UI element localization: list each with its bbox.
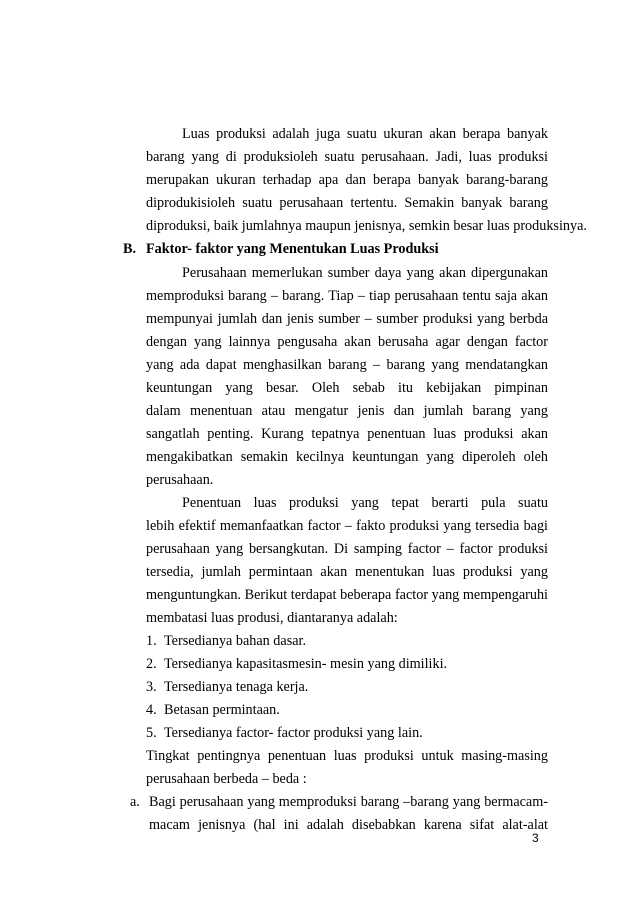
text-line: tersedia, jumlah permintaan akan menentukan luas produksi yang <box>146 564 548 580</box>
list-text: Tersedianya kapasitasmesin- mesin yang dimiliki. <box>164 656 448 672</box>
text-line: keuntungan yang besar. Oleh sebab itu kebijakan pimpinan <box>146 380 548 396</box>
list-text: Tersedianya factor- factor produksi yang lain. <box>164 725 423 741</box>
text-line: Tingkat pentingnya penentuan luas produksi untuk masing-masing <box>146 748 548 764</box>
text-line: menguntungkan. Berikut terdapat beberapa factor yang mempengaruhi <box>146 587 548 603</box>
text-line: yang ada dapat menghasilkan barang – barang yang mendatangkan <box>146 357 548 373</box>
text-line: lebih efektif memanfaatkan factor – fakto produksi yang tersedia bagi <box>146 518 548 534</box>
text-line: perusahaan berbeda – beda : <box>146 771 307 787</box>
text-line: sangatlah penting. Kurang tepatnya penentuan luas produksi akan <box>146 426 548 442</box>
list-text: Betasan permintaan. <box>164 702 280 718</box>
text-line: macam jenisnya (hal ini adalah disebabkan karena sifat alat-alat <box>149 817 548 833</box>
text-line: diprodukisioleh suatu perusahaan tertentu. Semakin banyak barang <box>146 195 548 211</box>
list-number: 3. <box>146 679 157 695</box>
list-number: 1. <box>146 633 157 649</box>
text-line: diproduksi, baik jumlahnya maupun jenisnya, semkin besar luas produksinya. <box>146 218 587 234</box>
text-line: perusahaan yang bersangkutan. Di samping factor – factor produksi <box>146 541 548 557</box>
text-line: merupakan ukuran terhadap apa dan berapa banyak barang-barang <box>146 172 548 188</box>
text-line: Perusahaan memerlukan sumber daya yang akan dipergunakan <box>182 265 548 281</box>
text-line: perusahaan. <box>146 472 214 488</box>
list-number: 5. <box>146 725 157 741</box>
text-line: mempunyai jumlah dan jenis sumber – sumber produksi yang berbda <box>146 311 548 327</box>
section-marker: B. <box>123 241 137 257</box>
list-text: Tersedianya tenaga kerja. <box>164 679 309 695</box>
list-text: Tersedianya bahan dasar. <box>164 633 306 649</box>
section-title: Faktor- faktor yang Menentukan Luas Produksi <box>146 241 439 257</box>
list-letter: a. <box>130 794 140 810</box>
text-line: dengan yang lainnya pengusaha akan berusaha agar dengan factor <box>146 334 548 350</box>
list-number: 2. <box>146 656 157 672</box>
text-line: Penentuan luas produksi yang tepat berarti pula suatu <box>182 495 548 511</box>
list-number: 4. <box>146 702 157 718</box>
text-line: memproduksi barang – barang. Tiap – tiap perusahaan tentu saja akan <box>146 288 548 304</box>
page-number: 3 <box>532 831 539 845</box>
text-line: dalam menentuan atau mengatur jenis dan jumlah barang yang <box>146 403 548 419</box>
text-line: Bagi perusahaan yang memproduksi barang –barang yang bermacam- <box>149 794 548 810</box>
text-line: barang yang di produksioleh suatu perusahaan. Jadi, luas produksi <box>146 149 548 165</box>
text-line: membatasi luas produsi, diantaranya adalah: <box>146 610 398 626</box>
text-line: mengakibatkan semakin kecilnya keuntungan yang diperoleh oleh <box>146 449 548 465</box>
text-line: Luas produksi adalah juga suatu ukuran akan berapa banyak <box>182 126 548 142</box>
